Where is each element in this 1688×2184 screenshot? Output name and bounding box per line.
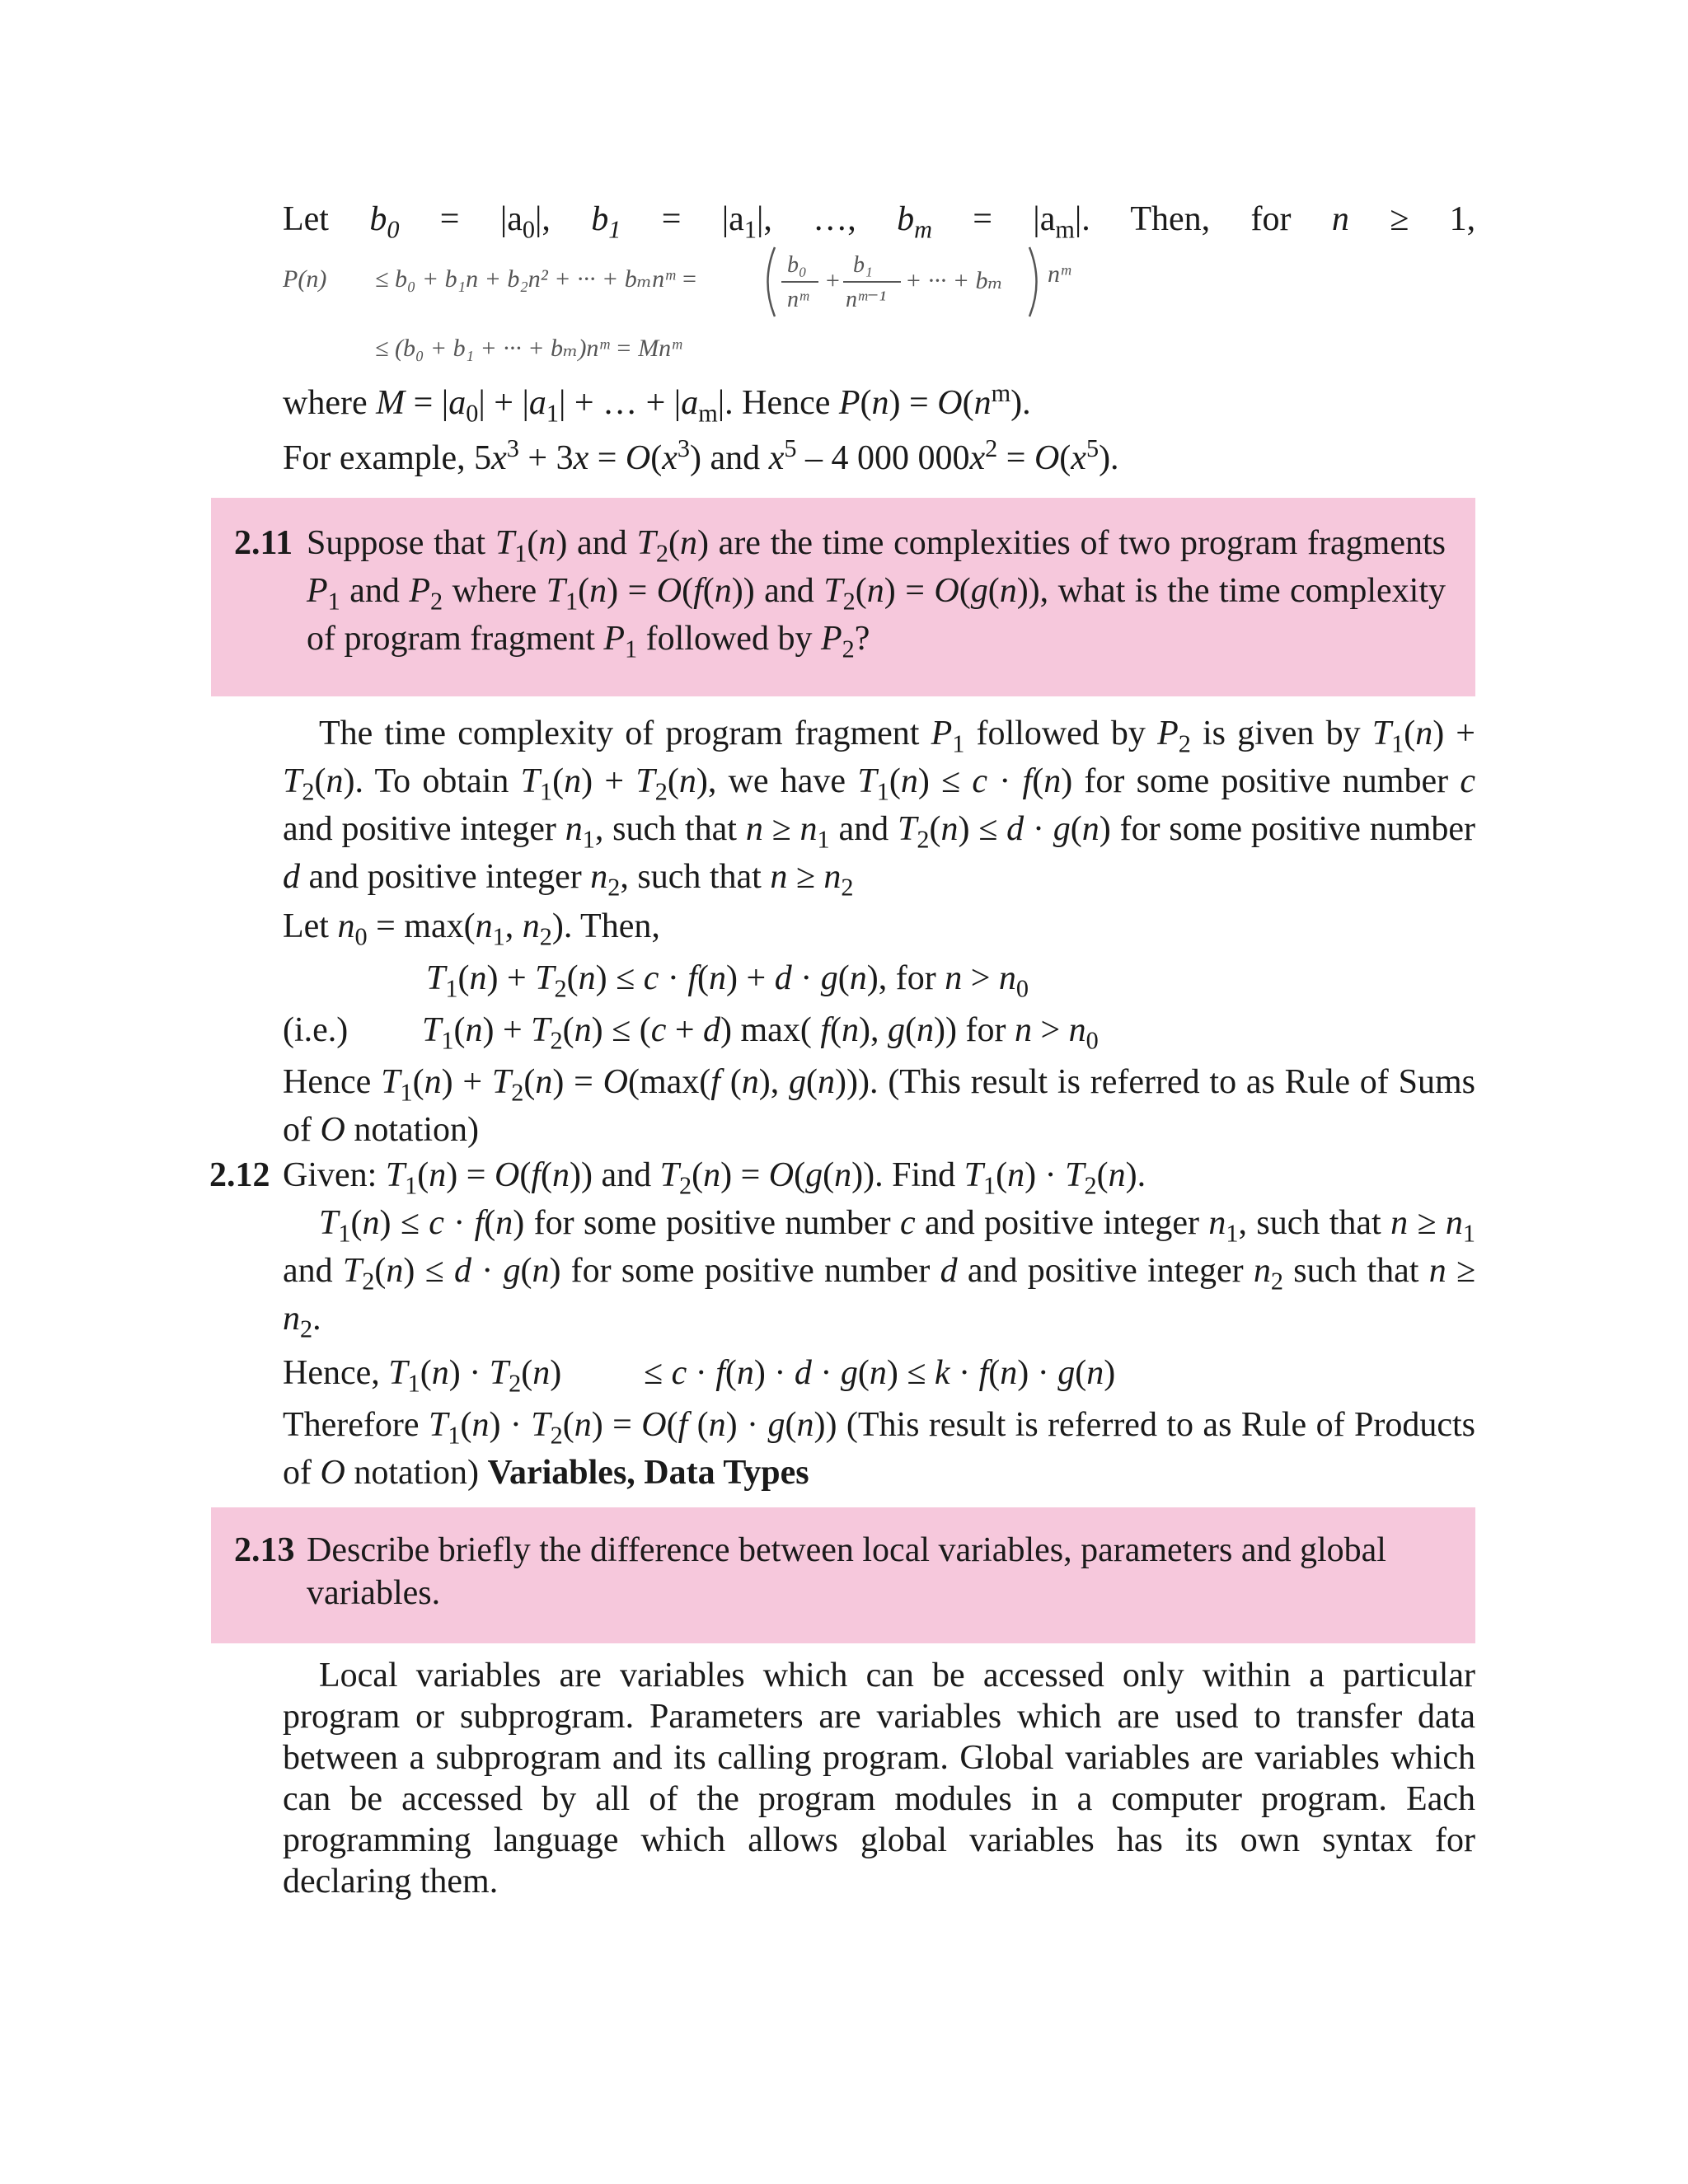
- formula-frac1-den: nᵐ: [787, 287, 809, 312]
- formula-tail: + ··· + bₘ: [905, 267, 1003, 294]
- formula-frac2-den: nᵐ⁻¹: [846, 287, 886, 312]
- formula-nm: nᵐ: [1048, 260, 1071, 288]
- sum-inequality-line: $T_1(n) + T_2(n) \le c \cdot f(n) + d \cdot g(n)$, for $n > n_0$: [426, 959, 1029, 1003]
- hence-product-line: Hence, $T_1(n) \cdot T_2(n)$: [283, 1354, 562, 1398]
- formula-frac1-num: b₀: [787, 252, 807, 278]
- answer-2-13-paragraph: Local variables are variables which can be accessed only within a particular program or subprogram. Parameters are variables which are used to transfer data between a subprogram and its calling program. Global variables are variables which can be accessed by all of the program modules in a computer program. Each programming language which allows global variables has its own syntax for declaring them.: [283, 1657, 1475, 1900]
- ie-label: (i.e.): [283, 1011, 349, 1049]
- svg-text:+: +: [824, 267, 842, 294]
- polynomial-bound-formula: [283, 241, 1107, 366]
- answer-2-11-paragraph: The time complexity of program fragment $P_1$ followed by $P_2$ is given by $T_1(n) + T_2(n)$. To obtain $T_1(n) + T_2(n)$, we have $T_1(n) \le c \cdot f(n)$ for some positive number c and positive integer $n_1$, such that $n \ge n_1$ and $T_2(n) \le d \cdot g(n)$ for some positive number d and positive integer $n_2$, such that $n \ge n_2$: [283, 715, 1475, 902]
- question-text: Describe briefly the difference between local variables, parameters and global variables.: [307, 1531, 1386, 1612]
- rule-of-sums-paragraph: Hence $T_1(n) + T_2(n) = O(\max(f$ (n), g(n))). (This result is referred to as Rule of Sums of O notation): [283, 1063, 1475, 1149]
- let-n0-line: Let $n_0 = \max(n_1$, $n_2$). Then,: [283, 907, 660, 951]
- section-heading: Variables, Data Types: [487, 1454, 809, 1492]
- answer-2-12-paragraph: $T_1(n) \le c \cdot f(n)$ for some positive number c and positive integer $n_1$, such that $n \ge n_1$ and $T_2(n) \le d \cdot g(n)$ for some positive number d and positive integer $n_2$ such that $n \ge n_2$.: [283, 1204, 1475, 1343]
- ie-inequality-line: $T_1(n) + T_2(n) \le (c + d)$ max( f(n), g(n)) for $n > n_0$: [422, 1011, 1099, 1055]
- question-number: 2.13: [234, 1531, 295, 1569]
- question-text: Suppose that $T_1(n)$ and $T_2(n)$ are the time complexities of two program fragments $P_1$ and $P_2$ where $T_1(n) = O(f(n))$ and $T_2(n) = O(g(n))$, what is the time complexity of program fragment $P_1$ followed by $P_2$?: [307, 524, 1446, 663]
- let-b-line: Let $b_0 = |a_0|$, $b_1 = |a_1|$, …, $b_m = |a_m|$. Then, for n ≥ 1,: [283, 200, 1476, 244]
- formula-row1: ≤ b₀ + b₁n + b₂n² + ··· + bₘnᵐ =: [375, 265, 698, 293]
- formula-row2: ≤ (b₀ + b₁ + ··· + bₘ)nᵐ = Mnᵐ: [375, 335, 682, 362]
- where-line: where $M = |a_0| + |a_1|$ + … + $|a_m|$. Hence $P(n) = O(n^m)$.: [283, 378, 1031, 428]
- formula-frac2-num: b₁: [853, 252, 873, 278]
- question-2-12-number: 2.12: [209, 1156, 270, 1194]
- rule-of-products-paragraph: Therefore $T_1(n) \cdot T_2(n) = O(f$ (n) · g(n)) (This result is referred to as Rule of Products of O notation) Variables, Data Types: [283, 1406, 1475, 1492]
- hence-product-rhs: ≤ c · f(n) · d · g(n) ≤ k · f(n) · g(n): [644, 1354, 1116, 1392]
- question-number: 2.11: [234, 524, 293, 562]
- example-line: For example, $5x^3 + 3x = O(x^3)$ and $x^5 - 4$ 000 $000x^2 = O(x^5)$.: [283, 434, 1119, 477]
- formula-pn: P(n): [283, 265, 327, 293]
- question-2-12-text: Given: $T_1(n) = O(f(n))$ and $T_2(n) = O(g(n))$. Find $T_1(n) \cdot T_2(n)$.: [283, 1156, 1146, 1200]
